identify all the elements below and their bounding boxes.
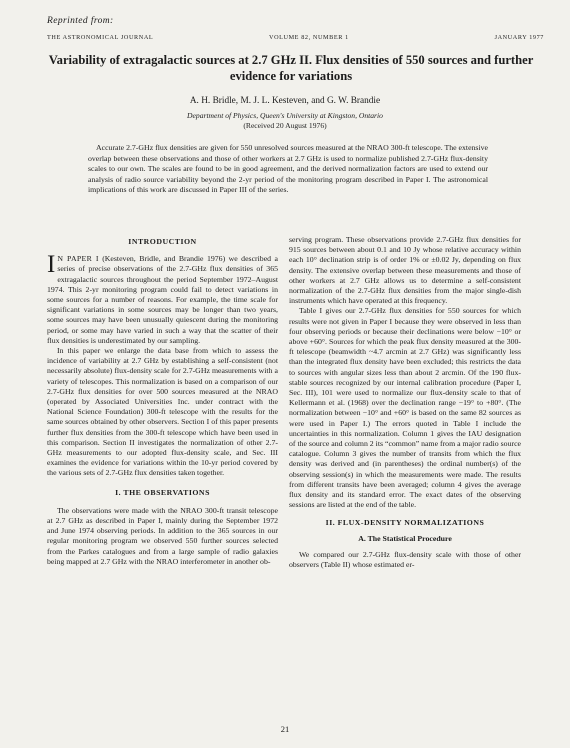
affiliation: Department of Physics, Queen's University at Kingston, Ontario xyxy=(187,111,383,120)
statistical-procedure-subheading: A. The Statistical Procedure xyxy=(358,533,452,543)
drop-cap: I xyxy=(47,251,56,279)
intro-paragraph-2: In this paper we enlarge the data base from which to assess the incidence of variability at 2.7 GHz by establishing a self-consistent (not necessarily absolute) flux-density scale for 2.7-GHz measurements with a variety of telescopes. This normalization is based on a comparison of our 2.7-GHz flux densities for over 500 sources measured at the NRAO (operated by Associated Universities Inc. under contract with the National Science Foundation) 300-ft telescope with the results for the same sources obtained by other observers. Section I of this paper presents further flux densities from the 300-ft telescope which have been used in this comparison. Section II investigates the normalization of other 2.7-GHz measurements to our adopted flux-density scale, and Sec. III examines the evidence for variations within the 10-yr period covered by the various sets of 2.7-GHz flux densities taken together. xyxy=(47,346,278,478)
flux-normalization-heading: II. FLUX-DENSITY NORMALIZATIONS xyxy=(325,518,485,528)
observations-paragraph: The observations were made with the NRAO 300-ft transit telescope at 2.7 GHz as described in Paper I, mainly during the September 1972 and June 1974 observing periods. In addition to the 365 sources in our regular monitoring program we observed 550 further sources selected from the Parkes catalogues and from a large sample of radio galaxies being mapped at 2.7 GHz with the NRAO interferometer in another ob- xyxy=(47,505,278,566)
left-column xyxy=(47,235,278,567)
issue-date: JANUARY 1977 xyxy=(494,34,544,41)
intro-paragraph-1 xyxy=(47,251,278,346)
right-column xyxy=(289,235,521,570)
observations-heading: I. THE OBSERVATIONS xyxy=(115,487,210,497)
table-description-paragraph: Table I gives our 2.7-GHz flux densities for 550 sources for which results were not given in Paper I because they were observed in less than four observing periods or because their declinations were below −10° or above +60°. Sources for which the peak flux density measured at the 300-ft telescope (beamwidth ~4.7 arcmin at 2.7 GHz) was significantly less than the integrated flux density have been excluded; this restricts the data to sources with angular sizes less than about 2 arcmin. Of the 190 flux-stable sources recognized by our internal calibration procedure (Paper I, Sec. III), 101 were used to normalize our flux-density scale to that of Kellermann et al. (1968) over the declination range −19° to +80°. (The normalization between −10° and +60° is based on the same 82 sources as were used in Paper I.) The errors quoted in Table I include the uncertainties in this normalization. Column 1 gives the IAU designation of the source and column 2 its “common” name from a major radio source catalogue. Column 3 gives the number of transits from which the flux density was derived and (in parentheses) the ordinal number(s) of the observing session(s) in which the measurements were made. The results from different transits have been averaged; column 4 gives the average flux density and its standard error. The exact dates of the observing sessions are listed at the end of the table. xyxy=(289,306,521,510)
abstract: Accurate 2.7-GHz flux densities are given for 550 unresolved sources measured at the NRAO 300-ft telescope. The extensive overlap between these observations and those of other workers at 2.7 GHz is used to normalize published 2.7-GHz flux-density scales to our own. The scales are found to be in good agreement, and the derived normalization factors are used to extend our analysis of radio source variability beyond the 2-yr period of the monitoring program described in Paper I. The astronomical implications of this work are discussed in Paper III of the series. xyxy=(88,143,488,195)
reprint-notice: Reprinted from: xyxy=(47,16,114,26)
received-date: (Received 20 August 1976) xyxy=(243,121,327,130)
author-list: A. H. Bridle, M. J. L. Kesteven, and G. W. Brandie xyxy=(189,96,381,106)
volume-number: VOLUME 82, NUMBER 1 xyxy=(269,34,349,41)
observations-continued-paragraph: serving program. These observations provide 2.7-GHz flux densities for 915 sources between about 0.1 and 10 Jy whose relative accuracy within each 10° declination strip is of order 1% or ±0.02 Jy, depending on flux density. The extensive overlap between these measurements and those of other workers at 2.7 GHz allows us to determine a self-consistent normalization of the 2.7-GHz flux densities from the major single-dish instruments which have operated at this frequency. xyxy=(289,235,521,306)
running-header xyxy=(47,34,544,44)
page-number: 21 xyxy=(280,724,290,734)
journal-name: THE ASTRONOMICAL JOURNAL xyxy=(47,34,154,41)
intro-lead-words: N PAPER I xyxy=(57,254,99,264)
paper-title: Variability of extragalactic sources at 2.7 GHz II. Flux densities of 550 sources and further evidence for variations xyxy=(48,53,534,83)
intro-paragraph-1-text: (Kesteven, Bridle, and Brandie 1976) we described a series of precise observations of the 2.7-GHz flux densities of 365 extragalactic sources throughout the period September 1972–August 1974. This 2-yr monitoring program could fail to detect variations in some sources for a number of reasons. For example, the time scale for significant variations in some sources may be longer than two years, some sources may have been unusually quiescent during the monitoring period, or some may have varied in such a way that the scatter of their flux densities is underestimated by our sampling. xyxy=(47,254,278,345)
flux-comparison-paragraph: We compared our 2.7-GHz flux-density scale with those of other observers (Table II) whose estimated er- xyxy=(289,549,521,570)
introduction-heading: INTRODUCTION xyxy=(128,237,197,246)
